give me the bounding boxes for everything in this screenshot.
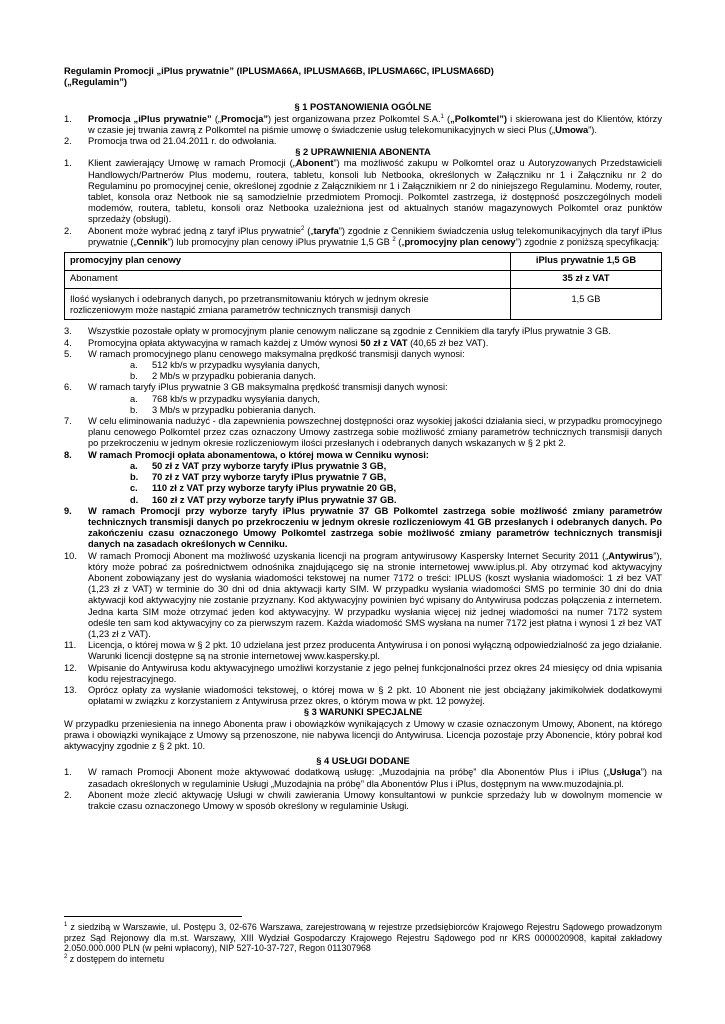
s2-item-7: 7. W celu eliminowania nadużyć - dla zapewnienia powszechnej dostępności oraz wysokiej jakości działania sieci, w przypadku promocyjnego planu cenowego Polkomtel przez czas oznaczony Umowy zastrzega sobie możliwość zmiany parametrów technicznych transmisji danych po przekroczeniu w jednym okresie rozliczeniowym ilości przesłanych i odebranych danych wskazanych w § 2 pkt 2. bbox=[64, 416, 662, 449]
s2-item-4: 4. Promocyjna opłata aktywacyjna w ramach każdej z Umów wynosi 50 zł z VAT (40,65 zł bez VAT). bbox=[64, 337, 489, 348]
table-row bbox=[65, 253, 662, 271]
title-line-2: („Regulamin”) bbox=[64, 77, 128, 88]
s2-item-8d: d. 160 zł z VAT przy wyborze taryfy iPlus prywatnie 37 GB. bbox=[130, 494, 397, 505]
s2-item-9: 9. W ramach Promocji przy wyborze taryfy iPlus prywatnie 37 GB Polkomtel zastrzega sobie możliwość zmiany parametrów technicznych transmisji danych po przekroczeniu w jednym okresie rozliczeniowym 41 GB przesłanych i odebranych danych. Po zakończeniu czasu oznaczonego Umowy Polkomtel zastrzega sobie możliwość zmiany parametrów technicznych transmisji danych na zasadach określonych w Cenniku. bbox=[64, 505, 662, 550]
s2-item-2: 2. Abonent może wybrać jedną z taryf iPlus prywatnie$^2$ („taryfa”) zgodnie z Cennikiem świadczenia usług telekomunikacyjnych dla taryf iPlus prywatnie („Cennik”) lub promocyjny plan cenowy iPlus prywatnie 1,5 GB $^2$ („promocyjny plan cenowy”) zgodnie z poniższą specyfikacją: bbox=[64, 225, 662, 247]
table-cell: Ilość wysłanych i odebranych danych, po przetransmitowaniu których w jednym okresie rozliczeniowym może nastąpić zmiana parametrów technicznych transmisji danych bbox=[65, 289, 511, 320]
s2-item-12: 12. Wpisanie do Antywirusa kodu aktywacyjnego umożliwi korzystanie z jego pełnej funkcjonalności przez okres 24 miesięcy od dnia wpisania kodu rejestracyjnego. bbox=[64, 662, 662, 684]
footnotes bbox=[64, 922, 662, 964]
section-3-paragraph: W przypadku przeniesienia na innego Abonenta praw i obowiązków wynikających z Umowy w czasie oznaczonym Umowy, Abonent, na którego prawa i obowiązki wynikające z Umowy są przenoszone, nie nabywa licencji do Antywirusa. Licencja pozostaje przy Abonencie, który pobrał kod aktywacyjny zgodnie z § 2 pkt. 10. bbox=[64, 718, 662, 751]
table-cell: Abonament bbox=[65, 271, 511, 289]
s2-item-10: 10. W ramach Promocji Abonent ma możliwość uzyskania licencji na program antywirusowy Kaspersky Internet Security 2011 („Antywirus”), który może pobrać za pośrednictwem odnośnika znajdującego się na stronie internetowej www.iplus.pl. Aby otrzymać kod aktywacyjny Abonent zobowiązany jest do wysłania wiadomości tekstowej na numer 7172 o treści: IPLUS (koszt wysłania wiadomości: 1 zł bez VAT (1,23 zł z VAT) w terminie do 30 dni od dnia aktywacji karty SIM. W przypadku wysłania wiadomości SMS po terminie 30 dni do dnia aktywacji kod aktywacyjny nie zostanie przyznany. Kod aktywacyjny powinien być wpisany do Antywirusa podczas połączenia z internetem. Jedna karta SIM może otrzymać jeden kod aktywacyjny. W przypadku wysłania więcej niż jednej wiadomości na numer 7172 system odeśle ten sam kod aktywacyjny co za pierwszym razem. Każda wiadomość SMS wysłana na numer 7172 jest płatna i wynosi 1 zł bez VAT (1,23 zł z VAT). bbox=[64, 550, 662, 639]
table-cell: 1,5 GB bbox=[511, 289, 662, 320]
s2-item-6: 6. W ramach taryfy iPlus prywatnie 3 GB maksymalna prędkość transmisji danych wynosi: bbox=[64, 382, 448, 393]
s2-item-5a: a. 512 kb/s w przypadku wysyłania danych, bbox=[130, 360, 320, 371]
price-plan-table bbox=[64, 252, 662, 320]
s2-item-6a: a. 768 kb/s w przypadku wysyłania danych, bbox=[130, 393, 320, 404]
s2-item-8: 8. W ramach Promocji opłata abonamentowa, o której mowa w Cenniku wynosi: bbox=[64, 449, 429, 460]
s4-item-2: 2. Abonent może zlecić aktywację Usługi w chwili zawierania Umowy konsultantowi w punkcie sprzedaży lub w dowolnym momencie w trakcie czasu oznaczonego Umowy w sposób określony w regulaminie Usługi. bbox=[64, 789, 662, 811]
table-cell: 35 zł z VAT bbox=[511, 271, 662, 289]
table-row bbox=[65, 289, 662, 320]
document-page bbox=[64, 66, 662, 812]
footnote-1: $^1$ z siedzibą w Warszawie, ul. Postępu 3, 02-676 Warszawa, zarejestrowaną w rejestrze przedsiębiorców Krajowego Rejestru Sądowego prowadzonym przez Sąd Rejonowy dla m.st. Warszawy, XIII Wydział Gospodarczy Krajowego Rejestru Sądowego pod nr KRS 0000020908, kapitał zakładowy 2.050.000.000 PLN (w pełni wpłacony), NIP 527-10-37-727, Regon 011307968 bbox=[64, 922, 662, 954]
s2-item-8b: b. 70 zł z VAT przy wyborze taryfy iPlus prywatnie 7 GB, bbox=[130, 472, 387, 483]
s1-item-2: 2. Promocja trwa od 21.04.2011 r. do odwołania. bbox=[64, 136, 277, 147]
s2-item-1: 1. Klient zawierający Umowę w ramach Promocji („Abonent”) ma możliwość zakupu w Polkomtel oraz u Autoryzowanych Przedstawicieli Handlowych/Partnerów Plus modemu, routera, tabletu, konsoli lub Netbooka, określonych w Załączniku nr 1 i Załączniku nr 2 do Regulaminu po promocyjnej cenie, określonej zgodnie z Załącznikiem nr 1 i Załącznikiem nr 2 do niniejszego Regulaminu. Modemy, router, tablet, konsola oraz Netbook nie są samodzielnie przedmiotem Promocji. Polkomtel zastrzega, iż dostępność poszczególnych modeli modemów, routera, tabletu, konsoli oraz Netbooka uzależniona jest od aktualnych stanów magazynowych Polkomtel oraz punktów sprzedaży (obsługi). bbox=[64, 158, 662, 225]
section-3-heading: § 3 WARUNKI SPECJALNE bbox=[303, 707, 423, 718]
s1-item-1: 1. Promocja „iPlus prywatnie” („Promocja”) jest organizowana przez Polkomtel S.A.$^1$ („Polkomtel”) i skierowana jest do Klientów, którzy w czasie jej trwania zawrą z Polkomtel na piśmie umowę o świadczenie usług telekomunikacyjnych w sieci Plus („Umowa”). bbox=[64, 113, 662, 135]
title-line-1: Regulamin Promocji „iPlus prywatnie” (IPLUSMA66A, IPLUSMA66B, IPLUSMA66C, IPLUSMA66D) bbox=[64, 66, 494, 76]
section-1-heading: § 1 POSTANOWIENIA OGÓLNE bbox=[294, 102, 432, 113]
footnote-2: $^2$ z dostępem do internetu bbox=[64, 953, 165, 964]
s4-item-1: 1. W ramach Promocji Abonent może aktywować dodatkową usługę: „Muzodajnia na próbę” dla Abonentów Plus i iPlus („Usługa”) na zasadach określonych w regulaminie Usługi „Muzodajnia na próbę” dla Abonentów Plus i iPlus, dostępnym na www.muzodajnia.pl. bbox=[64, 767, 662, 789]
table-cell: iPlus prywatnie 1,5 GB bbox=[511, 253, 662, 271]
footnote-separator bbox=[64, 916, 242, 917]
s2-item-5: 5. W ramach promocyjnego planu cenowego maksymalna prędkość transmisji danych wynosi: bbox=[64, 348, 465, 359]
s2-item-5b: b. 2 Mb/s w przypadku pobierania danych. bbox=[130, 371, 316, 382]
table-cell: promocyjny plan cenowy bbox=[65, 253, 511, 271]
section-2-heading: § 2 UPRAWNIENIA ABONENTA bbox=[295, 147, 431, 158]
table-row bbox=[65, 271, 662, 289]
s2-item-11: 11. Licencja, o której mowa w § 2 pkt. 10 udzielana jest przez producenta Antywirusa i on ponosi wyłączną odpowiedzialność za jego działanie. Warunki licencji dostępne są na stronie internetowej www.kaspersky.pl. bbox=[64, 640, 662, 662]
document-title bbox=[64, 66, 662, 88]
s2-item-6b: b. 3 Mb/s w przypadku pobierania danych. bbox=[130, 404, 316, 415]
section-4-heading: § 4 USŁUGI DODANE bbox=[316, 756, 410, 767]
s2-item-8a: a. 50 zł z VAT przy wyborze taryfy iPlus prywatnie 3 GB, bbox=[130, 460, 387, 471]
s2-item-8c: c. 110 zł z VAT przy wyborze taryfy iPlus prywatnie 20 GB, bbox=[130, 483, 397, 494]
s2-item-13: 13. Oprócz opłaty za wysłanie wiadomości tekstowej, o której mowa w § 2 pkt. 10 Abonent nie jest obciążany jakimikolwiek dodatkowymi opłatami w związku z korzystaniem z Antywirusa przez okres, o którym mowa w pkt. 12 powyżej. bbox=[64, 684, 662, 707]
s2-item-3: 3. Wszystkie pozostałe opłaty w promocyjnym planie cenowym naliczane są zgodnie z Cennikiem dla taryfy iPlus prywatnie 3 GB. bbox=[64, 326, 611, 337]
